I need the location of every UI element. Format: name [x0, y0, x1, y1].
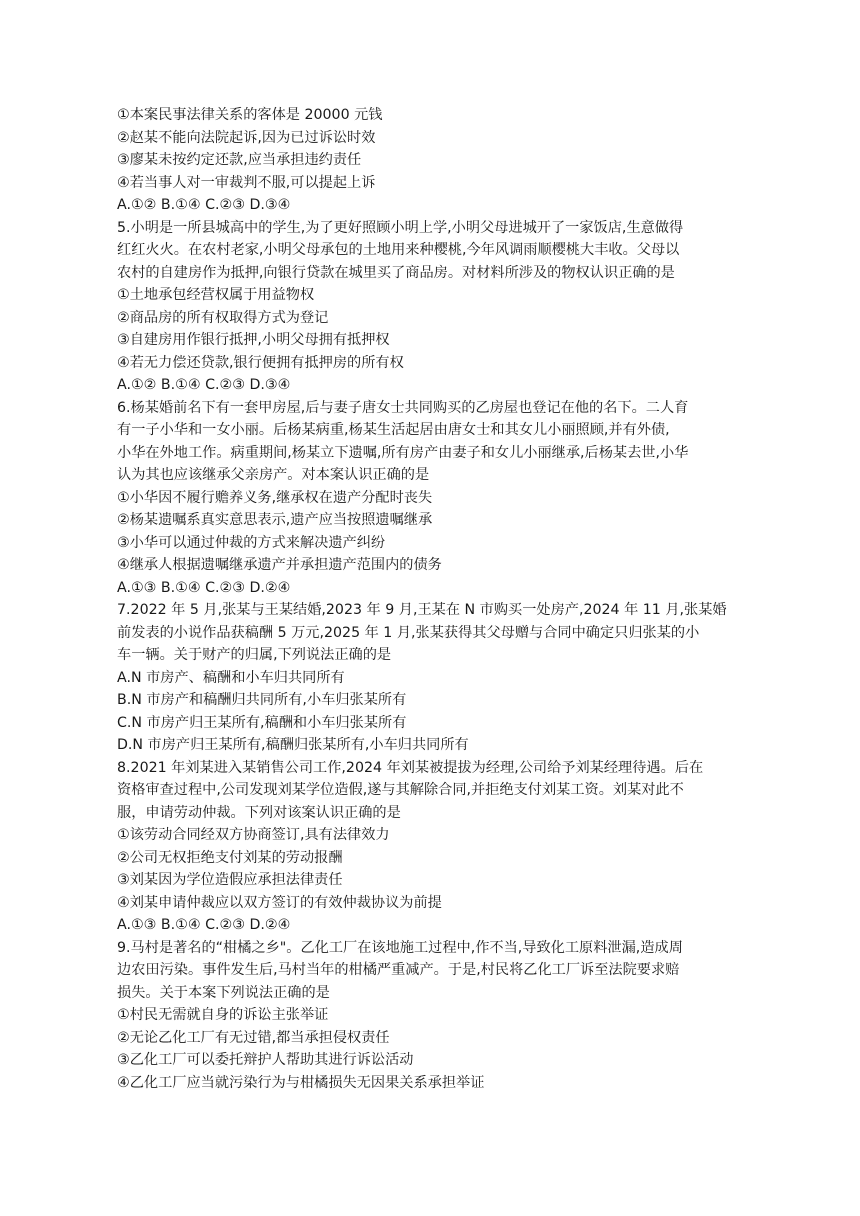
answer-choices: A.①② B.①④ C.②③ D.③④ [117, 197, 291, 213]
question-7 [117, 599, 742, 757]
option-line: ①村民无需就自身的诉讼主张举证 [117, 1007, 329, 1023]
question-stem-line: 9.马村是著名的“柑橘之乡"。乙化工厂在该地施工过程中,作不当,导致化工原料泄漏,造成周 [117, 939, 683, 956]
option-line: ③乙化工厂可以委托辩护人帮助其进行诉讼活动 [117, 1052, 414, 1068]
question-stem-line: 6.杨某婚前名下有一套甲房屋,后与妻子唐女士共同购买的乙房屋也登记在他的名下。二人育 [117, 399, 689, 416]
answer-choices: A.①③ B.①④ C.②③ D.②④ [117, 579, 291, 596]
question-stem-line: 小华在外地工作。病重期间,杨某立下遗嘱,所有房产由妻子和女儿小丽继承,后杨某去世,小华 [117, 444, 689, 461]
question-stem-line: 8.2021 年刘某进入某销售公司工作,2024 年刘某被提拔为经理,公司给予刘某经理待遇。后在 [117, 759, 704, 776]
question-stem-line: 认为其也应该继承父亲房产。对本案认识正确的是 [117, 467, 430, 483]
question-6 [117, 397, 742, 600]
option-line: ①本案民事法律关系的客体是 20000 元钱 [117, 107, 383, 123]
question-stem-line: 前发表的小说作品获稿酬 5 万元,2025 年 1 月,张某获得其父母赠与合同中确定只归张某的小 [117, 624, 700, 641]
option-line: ②赵某不能向法院起诉,因为已过诉讼时效 [117, 129, 376, 146]
option-line: ②商品房的所有权取得方式为登记 [117, 309, 329, 326]
option-line: ①小华因不履行赡养义务,继承权在遗产分配时丧失 [117, 489, 433, 506]
option-line: C.N 市房产归王某所有,稿酬和小车归张某所有 [117, 714, 407, 731]
option-line: A.N 市房产、稿酬和小车归共同所有 [117, 669, 345, 686]
option-line: B.N 市房产和稿酬归共同所有,小车归张某所有 [117, 692, 407, 708]
option-line: ①该劳动合同经双方协商签订,具有法律效力 [117, 827, 390, 843]
option-line: ②公司无权拒绝支付刘某的劳动报酬 [117, 849, 343, 866]
question-4-tail [117, 104, 742, 217]
option-line: ②无论乙化工厂有无过错,都当承担侵权责任 [117, 1029, 390, 1046]
question-stem-line: 服，申请劳动仲裁。下列对该案认识正确的是 [117, 804, 401, 821]
question-stem-line: 有一子小华和一女小丽。后杨某病重,杨某生活起居由唐女士和其女儿小丽照顾,并有外债, [117, 422, 670, 438]
question-stem-line: 7.2022 年 5 月,张某与王某结婚,2023 年 9 月,王某在 N 市购买一处房产,2024 年 11 月,张某婚 [117, 602, 727, 618]
option-line: ④若当事人对一审裁判不服,可以提起上诉 [117, 174, 376, 191]
option-line: ④乙化工厂应当就污染行为与柑橘损失无因果关系承担举证 [117, 1074, 485, 1091]
option-line: ②杨某遗嘱系真实意思表示,遗产应当按照遗嘱继承 [117, 512, 433, 528]
question-stem-line: 农村的自建房作为抵押,向银行贷款在城里买了商品房。对材料所涉及的物权认识正确的是 [117, 264, 675, 281]
question-5 [117, 217, 742, 397]
option-line: ④继承人根据遗嘱继承遗产并承担遗产范围内的债务 [117, 557, 442, 573]
option-line: D.N 市房产归王某所有,稿酬归张某所有,小车归共同所有 [117, 737, 469, 753]
question-stem-line: 5.小明是一所县城高中的学生,为了更好照顾小明上学,小明父母进城开了一家饭店,生意做得 [117, 219, 684, 236]
option-line: ④刘某申请仲裁应以双方签订的有效仲裁协议为前提 [117, 894, 442, 911]
option-line: ③小华可以通过仲裁的方式来解决遗产纠纷 [117, 534, 386, 551]
option-line: ①土地承包经营权属于用益物权 [117, 287, 315, 303]
question-stem-line: 边农田污染。事件发生后,马村当年的柑橘严重减产。于是,村民将乙化工厂诉至法院要求赔 [117, 962, 680, 978]
question-stem-line: 资格审查过程中,公司发现刘某学位造假,遂与其解除合同,并拒绝支付刘某工资。刘某对此不 [117, 782, 684, 798]
question-9 [117, 937, 742, 1095]
question-8 [117, 757, 742, 937]
question-stem-line: 红红火火。在农村老家,小明父母承包的土地用来种樱桃,今年风调雨顺樱桃大丰收。父母以 [117, 242, 680, 258]
option-line: ④若无力偿还贷款,银行便拥有抵押房的所有权 [117, 354, 404, 371]
option-line: ③廖某未按约定还款,应当承担违约责任 [117, 152, 362, 168]
option-line: ③自建房用作银行抵押,小明父母拥有抵押权 [117, 332, 390, 348]
answer-choices: A.①② B.①④ C.②③ D.③④ [117, 377, 291, 393]
exam-page [117, 104, 742, 1094]
question-stem-line: 损失。关于本案下列说法正确的是 [117, 984, 330, 1001]
question-stem-line: 车一辆。关于财产的归属,下列说法正确的是 [117, 647, 392, 663]
option-line: ③刘某因为学位造假应承担法律责任 [117, 872, 343, 888]
answer-choices: A.①③ B.①④ C.②③ D.②④ [117, 917, 291, 933]
